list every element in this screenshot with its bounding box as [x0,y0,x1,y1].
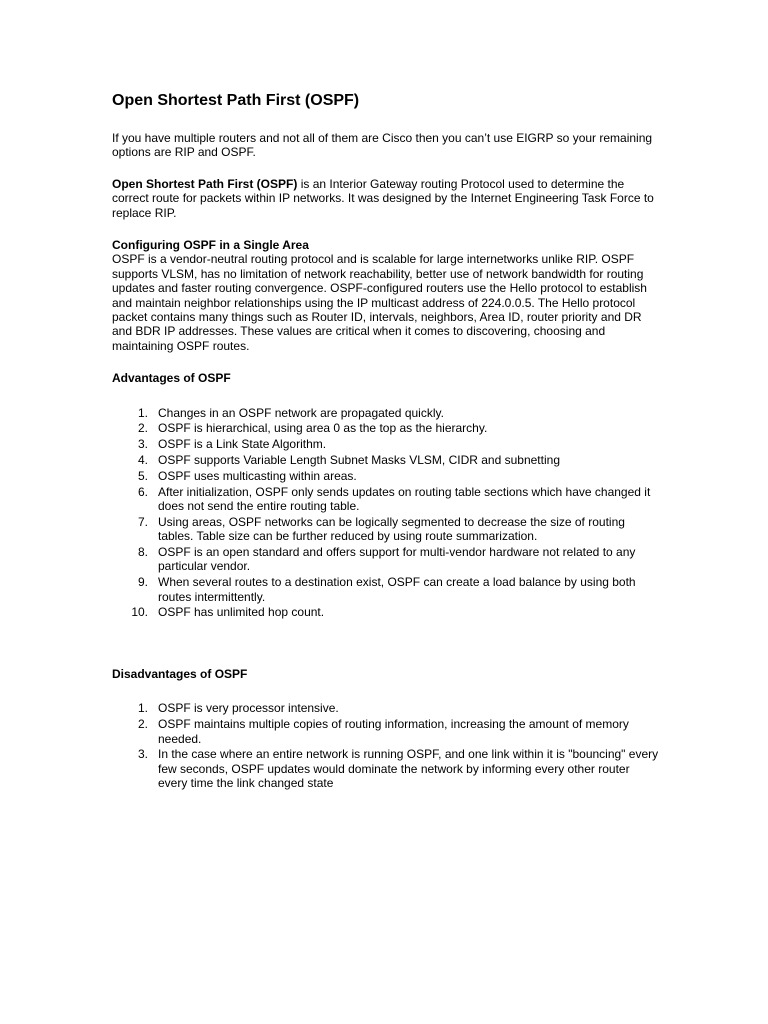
page-title: Open Shortest Path First (OSPF) [112,92,360,109]
list-item [112,747,660,790]
advantages-list [112,406,660,620]
advantages-heading: Advantages of OSPF [112,371,231,386]
list-text: OSPF supports Variable Length Subnet Masks VLSM, CIDR and subnetting [158,453,560,468]
definition-text: is an Interior Gateway routing Protocol used to determine the correct route for packets within IP networks. It was designed by the Internet Engineering Task Force to replace RIP. [112,176,654,220]
disadvantages-heading: Disadvantages of OSPF [112,666,248,681]
list-number: 2. [137,717,148,732]
document-page [112,91,660,792]
list-item [112,515,660,544]
list-number: 7. [137,514,148,529]
list-item [112,437,660,451]
list-number: 6. [137,484,148,499]
list-text: OSPF is a Link State Algorithm. [158,437,327,452]
list-number: 3. [137,747,148,762]
single-area-heading: Configuring OSPF in a Single Area [112,238,309,253]
list-item [112,605,660,619]
single-area-paragraph: OSPF is a vendor-neutral routing protocol and is scalable for large internetworks unlike RIP. OSPF supports VLSM, has no limitation of network reachability, better use of network bandwidth for routing updates and faster routing convergence. OSPF-configured routers use the Hello protocol to establish and maintain neighbor relationships using the IP multicast address of 224.0.0.5. The Hello protocol packet contains many things such as Router ID, intervals, neighbors, Area ID, router priority and DR and BDR IP addresses. These values are critical when it comes to discovering, choosing and maintaining OSPF routes. [112,252,647,353]
definition-term: Open Shortest Path First (OSPF) [112,176,298,191]
list-text: Changes in an OSPF network are propagated quickly. [158,405,444,420]
list-text: OSPF is hierarchical, using area 0 as the top as the hierarchy. [158,421,488,436]
list-item [112,545,660,574]
list-text: OSPF has unlimited hop count. [158,605,325,620]
list-item [112,575,660,604]
list-item [112,421,660,435]
list-text: OSPF is very processor intensive. [158,701,339,716]
list-number: 1. [137,701,148,716]
list-number: 10. [131,605,148,620]
list-item [112,469,660,483]
list-number: 5. [137,468,148,483]
list-text: After initialization, OSPF only sends updates on routing table sections which have changed it does not send the entire routing table. [158,484,651,514]
list-number: 4. [137,453,148,468]
list-text: In the case where an entire network is running OSPF, and one link within it is "bouncing" every few seconds, OSPF updates would dominate the network by informing every other router every time the link changed state [158,747,659,791]
list-item [112,717,660,746]
list-item [112,485,660,514]
list-text: OSPF maintains multiple copies of routing information, increasing the amount of memory needed. [158,717,629,746]
list-text: OSPF uses multicasting within areas. [158,468,357,483]
list-item [112,701,660,715]
list-number: 9. [137,575,148,590]
list-text: Using areas, OSPF networks can be logically segmented to decrease the size of routing tables. Table size can be further reduced by using route summarization. [158,514,625,544]
list-text: When several routes to a destination exist, OSPF can create a load balance by using both routes intermittently. [158,575,636,604]
intro-paragraph: If you have multiple routers and not all of them are Cisco then you can’t use EIGRP so your remaining options are RIP and OSPF. [112,131,653,160]
list-number: 2. [137,421,148,436]
list-number: 1. [137,405,148,420]
list-text: OSPF is an open standard and offers support for multi-vendor hardware not related to any particular vendor. [158,545,636,574]
list-number: 3. [137,437,148,452]
definition-paragraph [112,177,660,220]
list-item [112,453,660,467]
list-number: 8. [137,545,148,560]
disadvantages-list [112,701,660,790]
list-item [112,406,660,420]
